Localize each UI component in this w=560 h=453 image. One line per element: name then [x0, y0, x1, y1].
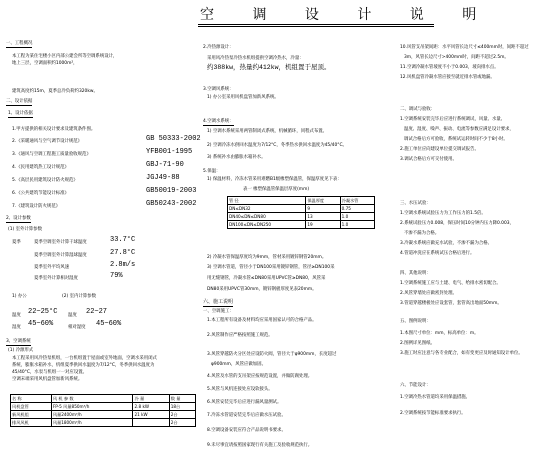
table-cell: 风量1800m³/h	[51, 419, 133, 427]
code-name: 4.《民用建筑热工设计规范》	[12, 165, 69, 170]
table-cell: 9	[306, 205, 340, 213]
list-item: 1.本工程所有设备及材料均应采用国家认可的合格产品。	[207, 318, 317, 323]
list-item: 3.施工时应注意与各专业配合，如有变更应及时通知设计单位。	[400, 351, 523, 356]
text-line: 3) 系统补水由膨胀水箱补水。	[207, 155, 266, 160]
table-header: 数 量	[169, 395, 195, 403]
subsection-heading: 2、设计参数	[6, 216, 31, 221]
text-line: 空调末端采用风机盘管加新风系统。	[12, 377, 83, 382]
text-line: 建筑高度约15m，夏季总冷负荷约320kw。	[12, 89, 98, 94]
table-header: 风 机 参 数	[51, 395, 133, 403]
text-line: (1) 室外计算参数	[8, 227, 42, 232]
list-item: 1.空调冷热水管道均采用保温措施。	[400, 395, 471, 400]
param-label: 夏季	[12, 240, 21, 245]
table-header: 管 径	[228, 197, 306, 205]
param-desc: 夏季空调室外计算干球温度	[34, 240, 87, 245]
list-item: 2.图例详见图纸。	[400, 341, 435, 346]
table-cell: DN≤DN32	[228, 205, 306, 213]
code-number: JGJ49-88	[146, 174, 180, 182]
code-name: 6.《公共建筑节能设计标准》	[12, 191, 69, 196]
subsection-heading: 3、空调系统	[6, 339, 31, 344]
subsection-heading: 1、设计依据	[8, 111, 33, 116]
section-heading: 五、图例说明：	[400, 319, 431, 324]
table-cell: 13	[306, 213, 340, 221]
section-heading: 二、调试与验收：	[400, 107, 436, 112]
code-name: 5.《高层民用建筑设计防火规范》	[12, 178, 78, 183]
text-line: 本工程为某住宅楼小区内部公建会所等空调系统设计，	[12, 54, 118, 59]
list-item: 调试合格后方可验收，系统试运转时间不少于8小时。	[404, 137, 508, 142]
code-number: GB50243-2002	[146, 200, 197, 208]
section-heading: 3.空调风系统：	[203, 87, 234, 92]
list-item: 1.空调水系统试验压力为工作压力的1.5倍。	[400, 211, 486, 216]
param-value: 33.7°C	[110, 236, 136, 244]
list-item: 4.风管及水管的支吊架应按规范设置，并做防腐处理。	[207, 374, 313, 379]
list-item: 1.空调系统施工应与土建、电气、给排水密切配合。	[400, 281, 501, 286]
text-line: 1) 保温材料，冷冻水管采用难燃B1级橡塑保温管，保温厚度见下表：	[207, 177, 342, 182]
list-item: 1.本图尺寸单位：mm，标高单位：m。	[400, 331, 479, 336]
param-desc: 夏季空调室外计算湿球温度	[34, 253, 87, 258]
list-item: 1.空调系统安装完毕后应进行系统调试，风量、水量、	[400, 117, 506, 122]
param-label: 温度	[12, 313, 21, 318]
table-header-row	[11, 395, 196, 403]
table-cell: 0.75	[340, 205, 374, 213]
param-desc: 夏季室外计算相对湿度	[34, 276, 78, 281]
list-item: 7.冷冻水管道安装完毕后应做水压试验。	[207, 413, 286, 418]
section-heading: 六、节能设计：	[400, 383, 431, 388]
text-line: 1.甲方提供的相关设计要求及建筑条件图。	[12, 127, 96, 132]
subsection-heading: 一、空调施工：	[203, 309, 234, 314]
insulation-table	[227, 196, 375, 229]
page-title: 空 调 设 计 说 明	[200, 7, 494, 23]
table-cell: 2台	[169, 419, 195, 427]
section-heading: 5.保温：	[203, 169, 221, 174]
list-item: 12.风机盘管冷凝水管应接至就近排水管或地漏。	[400, 75, 495, 80]
list-item: 2.施工单位应向建设单位提交调试报告。	[400, 147, 479, 152]
code-name: 7.《建筑设计防火规范》	[12, 204, 61, 209]
table-cell: 风机盘管	[11, 403, 52, 411]
section-heading: 4.空调水系统：	[203, 119, 234, 124]
list-item: 不渗不漏为合格。	[404, 231, 440, 236]
list-item: 11.空调冷凝水管坡度不小于0.003，坡向排水点。	[400, 65, 499, 70]
code-name: 2.《采暖通风与空气调节设计规范》	[12, 139, 83, 144]
table-header: 冷凝水管	[340, 197, 374, 205]
title-underline-1	[198, 24, 434, 25]
list-item: 3.风管穿越防火分区处应设防火阀，管径大于φ900mm，长度超过	[207, 352, 337, 357]
param-value: 45~60%	[96, 320, 122, 328]
table-cell: 1.0	[340, 221, 374, 229]
param-value: 22~25°C	[28, 308, 58, 316]
text-line: 本工程采用风冷热泵机组，一台机组置于屋面或室外地面，空调水采用闭式	[12, 356, 157, 361]
table-row	[11, 419, 196, 427]
text-line: (1) 冷源形式	[8, 348, 34, 353]
table-row	[228, 213, 375, 221]
text-line: 1) 空调水系统采用两管制闭式系统，机械循环，同程式布置。	[207, 129, 328, 134]
text-line: 3) 空调水管道，管径小于DN100采用镀锌钢管，管径≥DN100采	[207, 265, 335, 270]
list-item: 8.空调设备安装应符合产品说明书要求。	[207, 428, 286, 433]
list-item: 3m，风管长边尺寸>400mm时，间距不超过2.5m。	[404, 55, 509, 60]
param-value: 27.8°C	[110, 249, 136, 257]
list-item: 温度、湿度、噪声、振动、电流等参数应满足设计要求，	[404, 127, 514, 132]
text-line: (2) 室内计算参数	[62, 294, 96, 299]
text-line: 2) 冷凝水管保温厚度均为9mm，管材采用镀锌钢管20mm。	[207, 255, 327, 260]
table-cell: 排风风机	[11, 419, 52, 427]
text-line: 采用风冷热泵冷热水机组提供空调冷热水，冷量：	[207, 56, 304, 61]
param-value: 79%	[110, 272, 123, 280]
table-cell: 1.0	[340, 213, 374, 221]
section-heading: 二、设计依据	[6, 99, 33, 104]
table-header: 冷 量	[133, 395, 169, 403]
section-heading: 2.冷热源设计：	[203, 45, 234, 50]
param-label: 湿度	[12, 325, 21, 330]
table-cell: DN100≤DN≤DN250	[228, 221, 306, 229]
table-row	[11, 403, 196, 411]
text-line: 约388kw，热量约412kw，机组置于屋顶。	[207, 64, 331, 71]
text-line: 系统，膨胀水箱补水，机组夏季供回水温度为7/12°C，冬季供回水温度为	[12, 363, 155, 368]
list-item: 5.风管与风机连接处应设软接头。	[207, 387, 273, 392]
param-value: 45~60%	[28, 320, 54, 328]
code-number: GB50019-2003	[146, 187, 197, 195]
code-name: 3.《通风与空调工程施工质量验收规范》	[12, 152, 91, 157]
code-number: YFB001-1995	[146, 148, 193, 156]
param-value: 22~27	[86, 308, 108, 316]
table-cell: 风量2400m³/h	[51, 411, 133, 419]
equipment-table	[10, 394, 196, 427]
list-item: 2.系统试验压力0.008，保压时间10分钟内压力降0.003，	[400, 221, 514, 226]
table-cell: DN40≤DN≤DN80	[228, 213, 306, 221]
list-item: 2.风管穿墙处应做密封处理。	[400, 291, 457, 296]
section-heading: 三、水压试验：	[400, 201, 431, 206]
table-cell: 2台	[169, 411, 195, 419]
text-line: 用无缝钢管，冷凝水管≤DN80采用UPVC管≥DN80，风管采	[207, 276, 326, 281]
text-line: DN80采用UPVC管30mm，镀锌钢板厚度见表20mm。	[207, 287, 317, 292]
list-item: 4.管道冲洗应在系统试压合格后进行。	[400, 251, 475, 256]
section-heading: 六、施工说明	[203, 299, 234, 305]
param-label: 相对湿度	[68, 325, 86, 330]
param-value: 2.8m/s	[110, 261, 136, 269]
code-number: GB 50333-2002	[146, 135, 201, 143]
list-item: 2.空调系统按节能标准要求执行。	[400, 411, 466, 416]
param-desc: 夏季室外平均风速	[34, 265, 70, 270]
table-header-row	[228, 197, 375, 205]
text-line: 2) 空调冷冻水供回水温度为7/12°C，冬季热水供回水温度为45/40°C。	[207, 143, 347, 148]
table-cell: 18台	[169, 403, 195, 411]
table-row	[11, 411, 196, 419]
table-cell	[133, 419, 169, 427]
list-item: 2.风管制作应严格按照施工规范。	[207, 333, 273, 338]
list-item: 3.管道穿越楼板处应设套管，套管高出地面50mm。	[400, 301, 502, 306]
table-header: 保温厚度	[306, 197, 340, 205]
list-item: 10.风管支吊架间距：水平风管长边尺寸≤400mm时，间距不超过	[400, 45, 529, 50]
table-cell: 2.8 kW	[133, 403, 169, 411]
text-line: 1) 办公室采用风机盘管加新风系统。	[207, 95, 279, 100]
section-heading: 一、工程概况	[6, 41, 33, 46]
text-line: 地上三层，空调面积约1000m²，	[12, 61, 78, 66]
list-item: 9.未尽事宜请按照国家现行有关施工及验收规范执行。	[207, 443, 313, 448]
table-row	[228, 205, 375, 213]
list-item: 3.调试合格后方可交付使用。	[400, 157, 457, 162]
code-number: GBJ-71-90	[146, 161, 184, 169]
table-cell: FP-5 风量850m³/h	[51, 403, 133, 411]
section-heading: 四、其他说明：	[400, 271, 431, 276]
table-title: 表一 橡塑保温管保温层厚度(mm)	[243, 187, 310, 192]
table-cell: 19	[306, 221, 340, 229]
table-row	[228, 221, 375, 229]
text-line: 1) 办公	[12, 294, 27, 299]
list-item: 3.冷凝水系统应做充水试验，不渗不漏为合格。	[400, 241, 493, 246]
list-item: 6.风管安装完毕后应进行漏风量测试。	[207, 400, 282, 405]
title-underline-2	[198, 26, 434, 27]
param-label: 温度	[68, 313, 77, 318]
table-cell: 21 kW	[133, 411, 169, 419]
list-item: φ900mm，风管应做加固。	[211, 362, 266, 367]
table-cell: 新风机组	[11, 411, 52, 419]
text-line: 45/40°C，水泵与机组一一对应设置。	[12, 370, 87, 375]
table-header: 名 称	[11, 395, 52, 403]
